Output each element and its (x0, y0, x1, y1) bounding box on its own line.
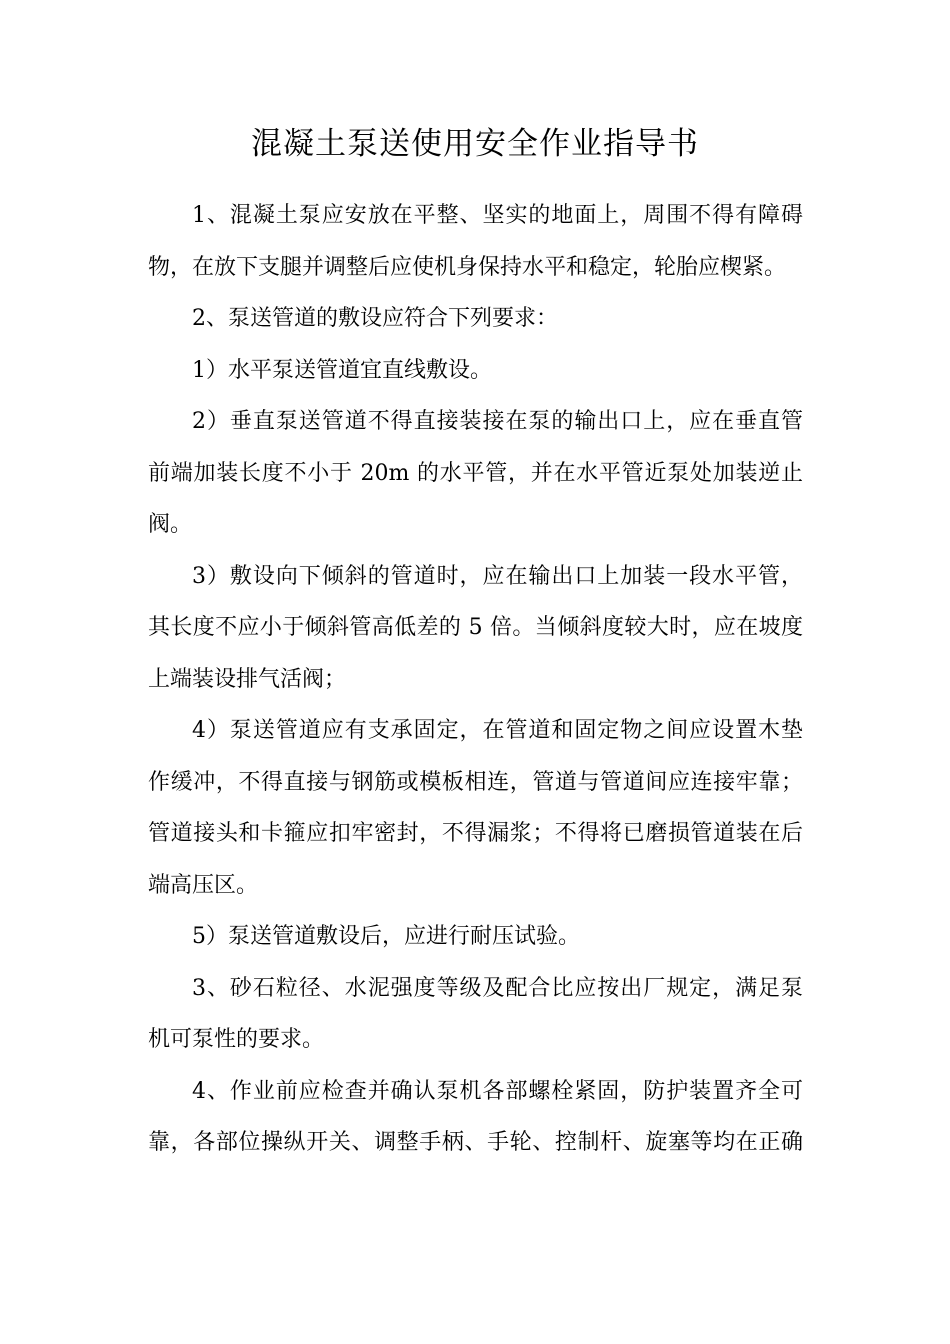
text-line: 2）垂直泵送管道不得直接装接在泵的输出口上，应在垂直管 (192, 409, 803, 434)
text-line: 3）敷设向下倾斜的管道时，应在输出口上加装一段水平管， (192, 563, 803, 589)
text-line: 管道接头和卡箍应扣牢密封，不得漏浆；不得将已磨损管道装在后 (148, 821, 803, 846)
document-title: 混凝土泵送使用安全作业指导书 (251, 126, 699, 162)
paragraph (148, 963, 803, 1066)
text-line: 上端装设排气活阀； (148, 666, 347, 692)
text-line: 作缓冲，不得直接与钢筋或模板相连，管道与管道间应连接牢靠； (148, 769, 803, 795)
paragraph (148, 551, 803, 706)
paragraph (148, 345, 803, 397)
text-line: 1）水平泵送管道宜直线敷设。 (192, 357, 492, 383)
paragraph (148, 1066, 803, 1169)
text-line: 5）泵送管道敷设后，应进行耐压试验。 (192, 924, 580, 949)
paragraph (148, 190, 803, 293)
text-line: 4、作业前应检查并确认泵机各部螺栓紧固，防护装置齐全可 (192, 1078, 803, 1104)
text-line: 其长度不应小于倾斜管高低差的 5 倍。当倾斜度较大时，应在坡度 (148, 615, 803, 640)
text-line: 机可泵性的要求。 (148, 1027, 325, 1052)
text-line: 3、砂石粒径、水泥强度等级及配合比应按出厂规定，满足泵 (192, 975, 803, 1001)
document-body (148, 190, 803, 1169)
text-line: 1、混凝土泵应安放在平整、坚实的地面上，周围不得有障碍 (192, 203, 803, 228)
paragraph (148, 293, 803, 345)
paragraph (148, 396, 803, 551)
paragraph (148, 911, 803, 963)
text-line: 阀。 (148, 512, 193, 537)
text-line: 靠，各部位操纵开关、调整手柄、手轮、控制杆、旋塞等均在正确 (148, 1130, 803, 1155)
text-line: 前端加装长度不小于 20m 的水平管，并在水平管近泵处加装逆止 (148, 460, 803, 486)
text-line: 物，在放下支腿并调整后应使机身保持水平和稳定，轮胎应楔紧。 (148, 254, 787, 280)
text-line: 4）泵送管道应有支承固定，在管道和固定物之间应设置木垫 (192, 718, 803, 743)
paragraph (148, 705, 803, 911)
text-line: 端高压区。 (148, 872, 259, 898)
text-line: 2、泵送管道的敷设应符合下列要求： (192, 306, 558, 331)
